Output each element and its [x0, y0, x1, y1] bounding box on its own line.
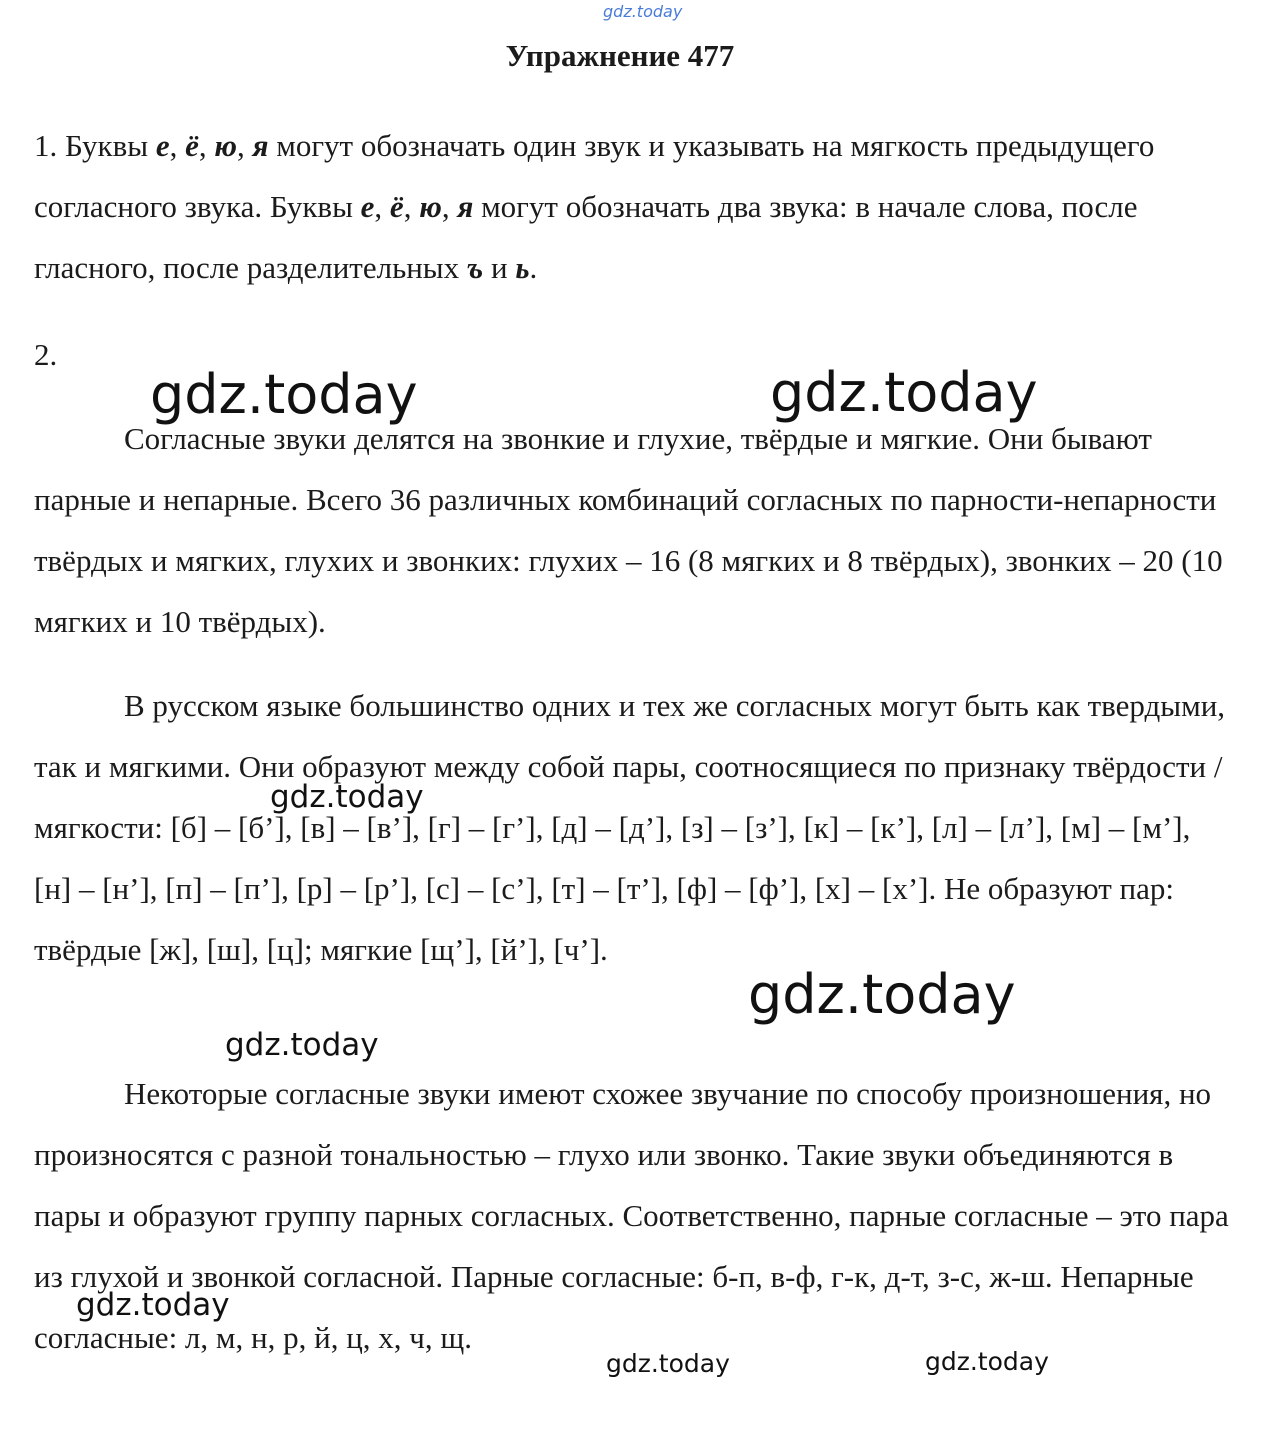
separator: ,: [169, 128, 186, 163]
watermark: gdz.today: [150, 363, 418, 426]
answer-2-number: 2.: [34, 337, 58, 372]
letter-ya: я: [457, 189, 474, 224]
letter-yo: ё: [389, 189, 404, 224]
text-fragment: 1. Буквы: [34, 128, 156, 163]
watermark-top: gdz.today: [603, 2, 683, 21]
letter-soft-sign: ь: [515, 250, 530, 285]
separator: ,: [236, 128, 253, 163]
watermark: gdz.today: [76, 1287, 230, 1323]
letter-e: е: [360, 189, 375, 224]
watermark: gdz.today: [925, 1347, 1049, 1376]
separator: ,: [198, 128, 215, 163]
watermark: gdz.today: [225, 1027, 379, 1063]
separator: ,: [441, 189, 458, 224]
exercise-title: Упражнение 477: [505, 38, 735, 73]
letter-e: е: [155, 128, 170, 163]
letter-yu: ю: [214, 128, 237, 163]
watermark: gdz.today: [606, 1349, 730, 1378]
letter-ya: я: [252, 128, 269, 163]
paragraph-hard-soft-pairs: В русском языке большинство одних и тех же согласных могут быть как твердыми, так и мягкими. Они образуют между собой пары, соотносящиеся по признаку твёрдости / мягкости: [б] – [б’], [в] – [в’], [г] – [г’], [д] – [д’], [з] – [з’], [к] – [к’], [л] – [л’], [м] – [м’], [н] – [н’], [п] – [п’], [р] – [р’], [с] – [с’], [т] – [т’], [ф] – [ф’], [х] – [х’]. Не образуют пар: твёрдые [ж], [ш], [ц]; мягкие [щ’], [й’], [ч’].: [34, 688, 1226, 967]
text-fragment: .: [529, 250, 538, 285]
watermark: gdz.today: [270, 779, 424, 815]
letter-yo: ё: [185, 128, 199, 163]
letter-hard-sign: ъ: [466, 250, 484, 285]
separator: ,: [403, 189, 420, 224]
text-fragment: и: [483, 250, 516, 285]
watermark: gdz.today: [748, 963, 1016, 1026]
letter-yu: ю: [419, 189, 442, 224]
text-fragment: могут обозначать один звук и указывать на мягкость предыдущего согласного звука. Буквы: [34, 128, 1155, 224]
paragraph-voiced-voiceless-pairs: Некоторые согласные звуки имеют схожее звучание по способу произношения, но произносятся с разной тональностью – глухо или звонко. Такие звуки объединяются в пары и образуют группу парных согласных. Соответственно, парные согласные – это пара из глухой и звонкой согласной. Парные согласные: б-п, в-ф, г-к, д-т, з-с, ж-ш. Непарные согласные: л, м, н, р, й, ц, х, ч, щ.: [34, 1076, 1229, 1355]
watermark: gdz.today: [770, 361, 1038, 424]
text-fragment: могут обозначать два звука: в начале слова, после гласного, после разделительных: [34, 189, 1138, 285]
paragraph-consonants-classification: Согласные звуки делятся на звонкие и глухие, твёрдые и мягкие. Они бывают парные и непарные. Всего 36 различных комбинаций согласных по парности-непарности твёрдых и мягких, глухих и звонких: глухих – 16 (8 мягких и 8 твёрдых), звонких – 20 (10 мягких и 10 твёрдых).: [34, 421, 1223, 639]
answer-1: [34, 115, 1234, 298]
separator: ,: [374, 189, 390, 224]
